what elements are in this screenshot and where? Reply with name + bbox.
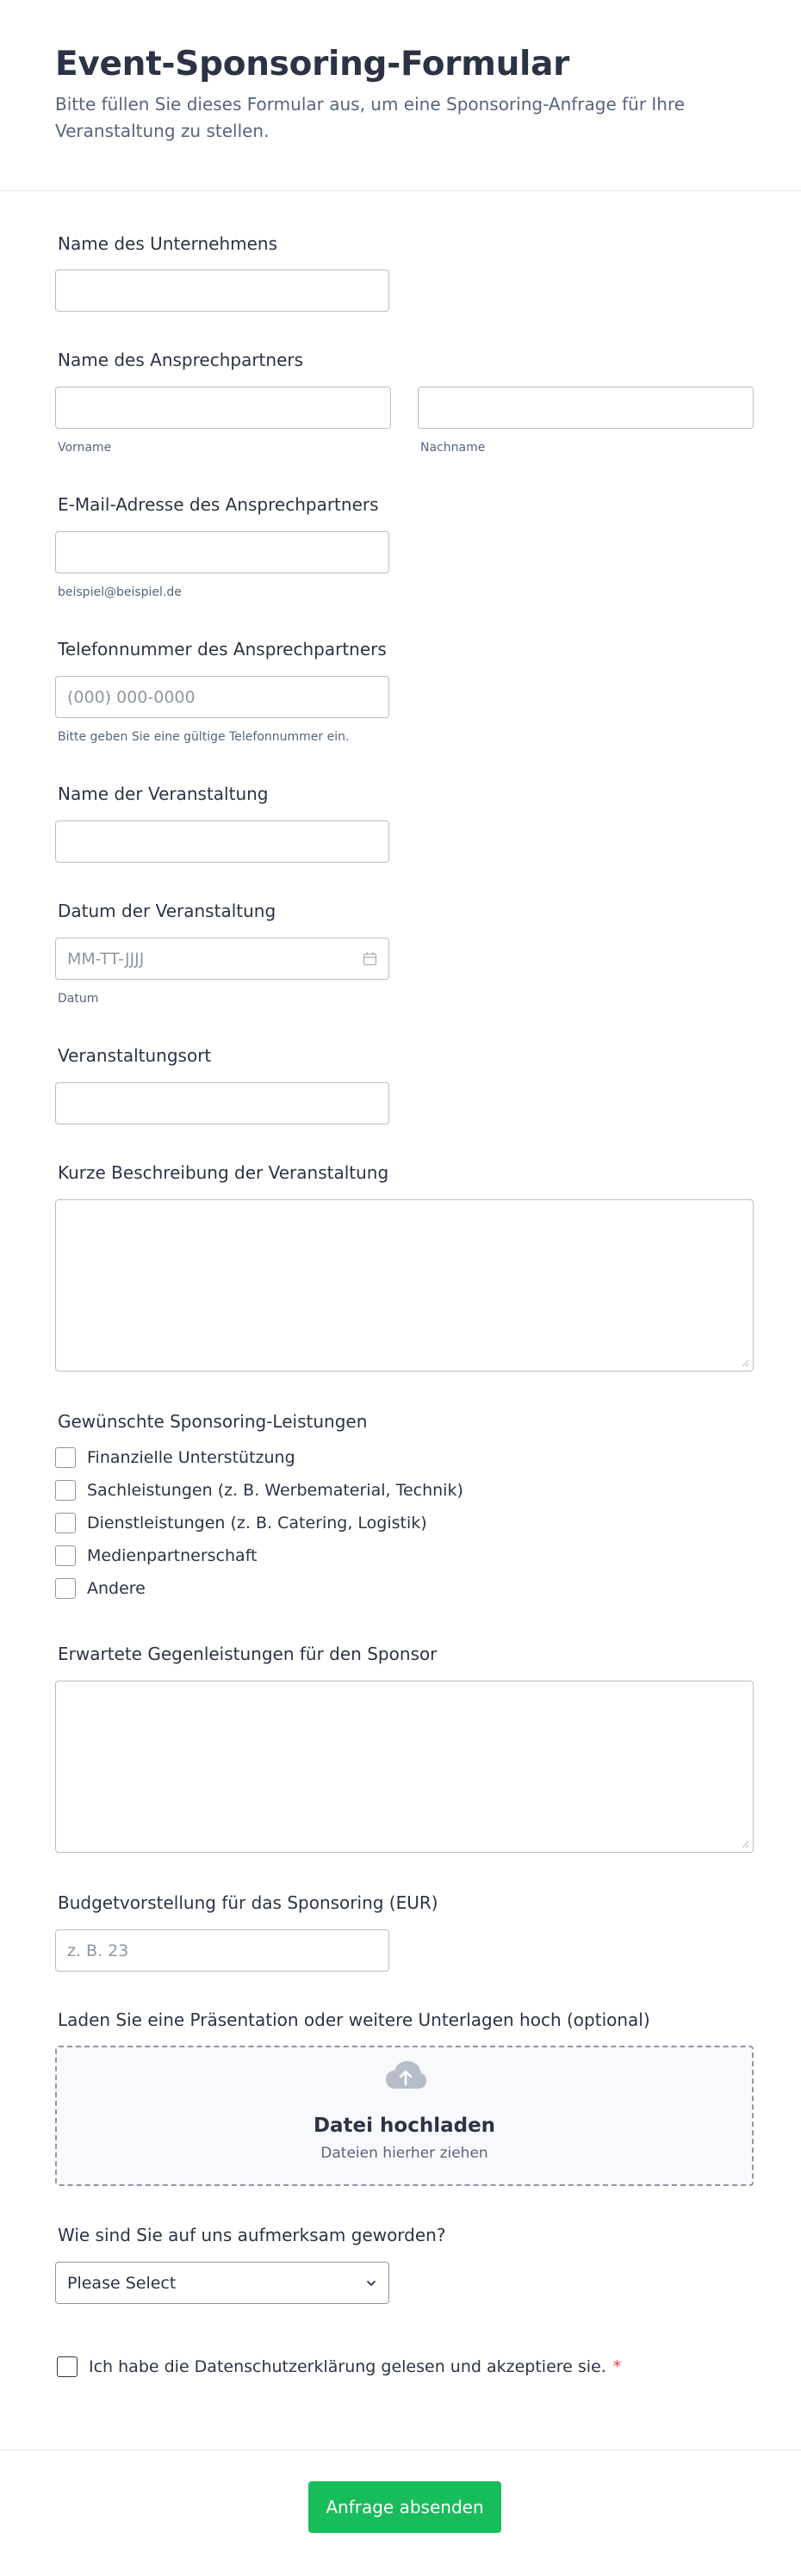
service-option-label: Dienstleistungen (z. B. Catering, Logistik)	[87, 1514, 427, 1533]
form-footer	[0, 2449, 801, 2576]
budget-input[interactable]	[55, 1929, 389, 1972]
budget-label: Budgetvorstellung für das Sponsoring (EUR)	[58, 1892, 438, 1913]
event-date-label: Datum der Veranstaltung	[58, 901, 276, 921]
upload-label: Laden Sie eine Präsentation oder weitere Unterlagen hoch (optional)	[58, 2009, 650, 2030]
file-upload-dropzone[interactable]	[55, 2046, 754, 2186]
privacy-label	[89, 2357, 621, 2376]
first-name-input[interactable]	[55, 387, 391, 429]
service-checkbox-3[interactable]	[55, 1513, 76, 1533]
event-date-placeholder: MM-TT-JJJJ	[67, 950, 145, 969]
privacy-checkbox[interactable]	[57, 2356, 78, 2377]
phone-sublabel: Bitte geben Sie eine gültige Telefonnummer ein.	[58, 730, 350, 744]
service-option-label: Medienpartnerschaft	[87, 1546, 258, 1565]
service-checkbox-2[interactable]	[55, 1480, 76, 1501]
resize-grip-icon[interactable]	[741, 1359, 749, 1367]
services-label: Gewünschte Sponsoring-Leistungen	[58, 1411, 368, 1432]
venue-label: Veranstaltungsort	[58, 1045, 212, 1066]
calendar-icon[interactable]	[363, 951, 377, 966]
service-checkbox-4[interactable]	[55, 1545, 76, 1566]
email-label: E-Mail-Adresse des Ansprechpartners	[58, 494, 379, 515]
phone-input[interactable]	[55, 676, 389, 718]
upload-subtitle: Dateien hierher ziehen	[320, 2145, 488, 2162]
form-title: Event-Sponsoring-Formular	[55, 45, 570, 84]
service-option-label: Andere	[87, 1579, 146, 1598]
privacy-label-text: Ich habe die Datenschutzerklärung gelesen und akzeptiere sie.	[89, 2357, 606, 2376]
service-option-label: Finanzielle Unterstützung	[87, 1448, 295, 1467]
service-checkbox-1[interactable]	[55, 1447, 76, 1468]
form-subtitle: Bitte füllen Sie dieses Formular aus, um eine Sponsoring-Anfrage für Ihre Veranstaltung zu stellen.	[55, 94, 686, 141]
referral-label: Wie sind Sie auf uns aufmerksam geworden?	[58, 2225, 446, 2245]
cloud-upload-icon	[384, 2059, 427, 2092]
event-date-sublabel: Datum	[58, 992, 99, 1006]
last-name-input[interactable]	[418, 387, 754, 429]
service-option-label: Sachleistungen (z. B. Werbematerial, Technik)	[87, 1481, 463, 1500]
phone-label: Telefonnummer des Ansprechpartners	[58, 639, 387, 659]
event-name-input[interactable]	[55, 820, 389, 863]
counterpart-label: Erwartete Gegenleistungen für den Sponsor	[58, 1644, 438, 1664]
resize-grip-icon[interactable]	[741, 1840, 749, 1848]
description-label: Kurze Beschreibung der Veranstaltung	[58, 1162, 389, 1183]
form-header	[0, 0, 801, 191]
submit-button[interactable]: Anfrage absenden	[308, 2481, 501, 2533]
budget-placeholder: z. B. 23	[67, 1941, 129, 1960]
description-textarea[interactable]	[55, 1199, 754, 1372]
event-name-label: Name der Veranstaltung	[58, 783, 269, 804]
first-name-sublabel: Vorname	[58, 441, 112, 455]
venue-input[interactable]	[55, 1082, 389, 1124]
event-date-input[interactable]	[55, 938, 389, 980]
company-input[interactable]	[55, 269, 389, 312]
contact-label: Name des Ansprechpartners	[58, 350, 304, 370]
referral-select[interactable]	[55, 2262, 389, 2304]
required-asterisk: *	[612, 2357, 622, 2376]
service-checkbox-5[interactable]	[55, 1578, 76, 1599]
company-label: Name des Unternehmens	[58, 233, 278, 254]
last-name-sublabel: Nachname	[420, 441, 486, 455]
counterpart-textarea[interactable]	[55, 1681, 754, 1853]
upload-title: Datei hochladen	[313, 2115, 496, 2137]
chevron-down-icon	[365, 2277, 377, 2289]
referral-selected-value: Please Select	[67, 2274, 177, 2293]
email-sublabel: beispiel@beispiel.de	[58, 585, 182, 599]
phone-placeholder: (000) 000-0000	[67, 688, 196, 707]
email-input[interactable]	[55, 531, 389, 573]
